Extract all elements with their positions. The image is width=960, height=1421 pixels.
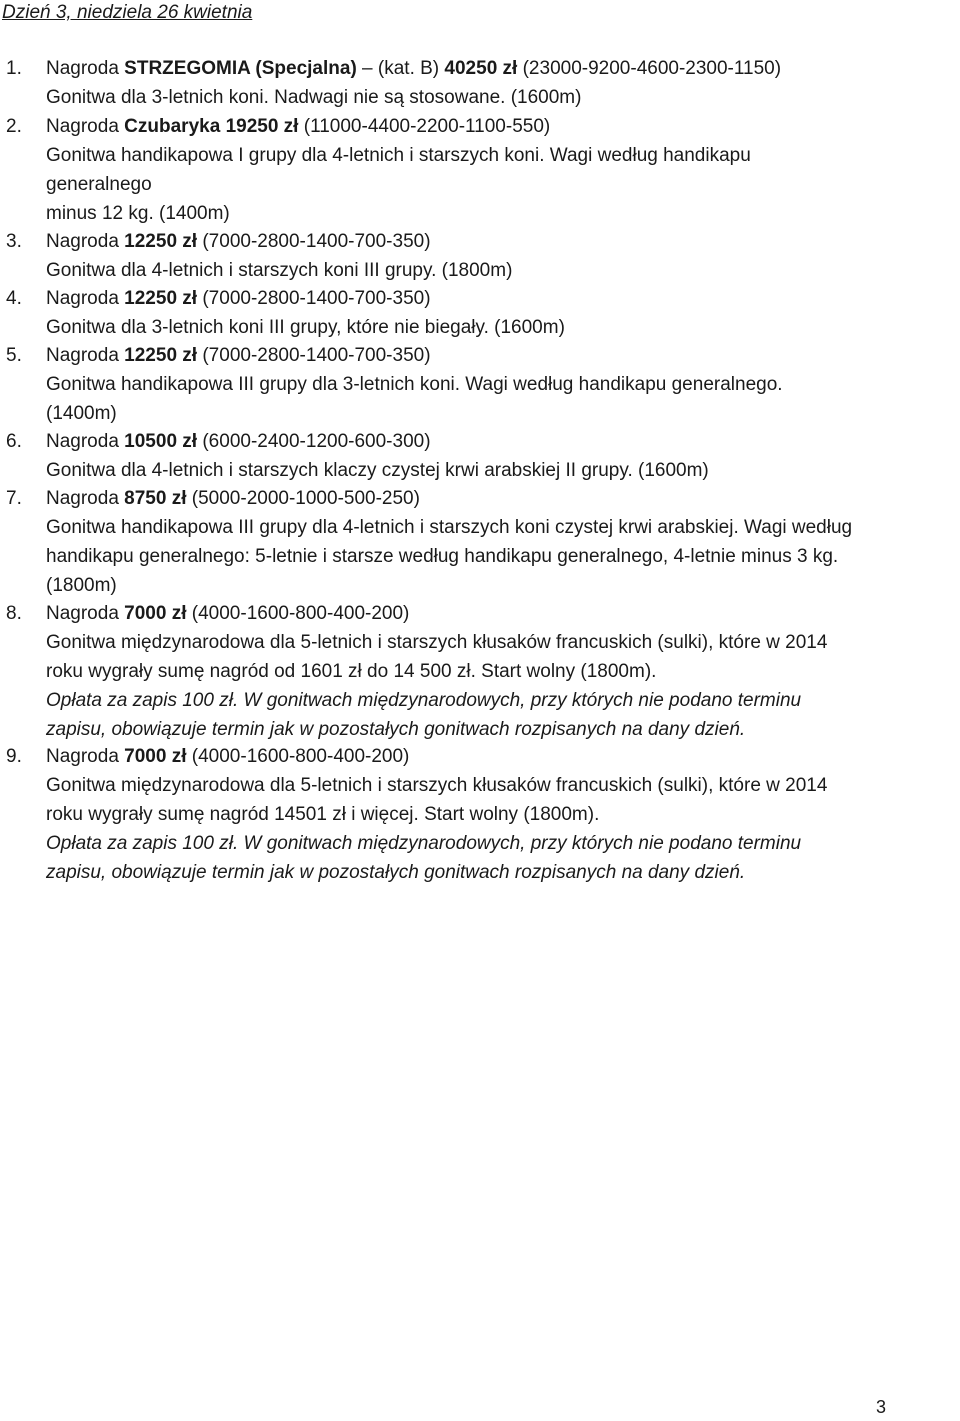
race-title: Nagroda 12250 zł (7000-2800-1400-700-350) <box>46 231 431 252</box>
race-item <box>0 227 958 285</box>
race-item <box>0 599 958 744</box>
race-description: minus 12 kg. (1400m) <box>46 203 230 224</box>
race-description: Gonitwa handikapowa I grupy dla 4-letnich i starszych koni. Wagi według handikapu <box>46 145 751 166</box>
race-number: 2. <box>6 116 22 137</box>
race-description: generalnego <box>46 174 152 195</box>
race-item <box>0 341 958 428</box>
race-description: (1800m) <box>46 575 117 596</box>
race-title: Nagroda 12250 zł (7000-2800-1400-700-350) <box>46 288 431 309</box>
race-number: 6. <box>6 431 22 452</box>
race-item <box>0 484 958 600</box>
race-note: zapisu, obowiązuje termin jak w pozostałych gonitwach rozpisanych na dany dzień. <box>46 862 746 883</box>
race-title: Nagroda STRZEGOMIA (Specjalna) – (kat. B) 40250 zł (23000-9200-4600-2300-1150) <box>46 58 782 79</box>
race-description: roku wygrały sumę nagród 14501 zł i więcej. Start wolny (1800m). <box>46 804 600 825</box>
race-number: 5. <box>6 345 22 366</box>
race-note: zapisu, obowiązuje termin jak w pozostałych gonitwach rozpisanych na dany dzień. <box>46 719 746 740</box>
race-item <box>0 742 958 887</box>
race-description: Gonitwa dla 4-letnich i starszych koni III grupy. (1800m) <box>46 260 513 281</box>
race-description: Gonitwa międzynarodowa dla 5-letnich i starszych kłusaków francuskich (sulki), które w 2014 <box>46 632 828 653</box>
race-number: 3. <box>6 231 22 252</box>
race-description: roku wygrały sumę nagród od 1601 zł do 14 500 zł. Start wolny (1800m). <box>46 661 657 682</box>
page-number: 3 <box>876 1397 887 1417</box>
race-item <box>0 112 958 228</box>
race-description: Gonitwa dla 4-letnich i starszych klaczy czystej krwi arabskiej II grupy. (1600m) <box>46 460 709 481</box>
race-item <box>0 427 958 485</box>
race-number: 7. <box>6 488 22 509</box>
race-title: Nagroda 7000 zł (4000-1600-800-400-200) <box>46 746 410 767</box>
race-number: 4. <box>6 288 22 309</box>
race-description: Gonitwa dla 3-letnich koni. Nadwagi nie są stosowane. (1600m) <box>46 87 582 108</box>
race-number: 9. <box>6 746 22 767</box>
race-note: Opłata za zapis 100 zł. W gonitwach międzynarodowych, przy których nie podano terminu <box>46 690 802 711</box>
race-number: 8. <box>6 603 22 624</box>
race-item <box>0 284 958 342</box>
race-description: Gonitwa handikapowa III grupy dla 3-letnich koni. Wagi według handikapu generalnego. <box>46 374 783 395</box>
race-title: Nagroda Czubaryka 19250 zł (11000-4400-2200-1100-550) <box>46 116 551 137</box>
race-description: Gonitwa międzynarodowa dla 5-letnich i starszych kłusaków francuskich (sulki), które w 2014 <box>46 775 828 796</box>
race-number: 1. <box>6 58 22 79</box>
race-description: handikapu generalnego: 5-letnie i starsze według handikapu generalnego, 4-letnie minus 3 kg. <box>46 546 839 567</box>
race-title: Nagroda 7000 zł (4000-1600-800-400-200) <box>46 603 410 624</box>
race-title: Nagroda 12250 zł (7000-2800-1400-700-350) <box>46 345 431 366</box>
day-heading: Dzień 3, niedziela 26 kwietnia <box>2 2 253 23</box>
race-item <box>0 54 958 112</box>
race-note: Opłata za zapis 100 zł. W gonitwach międzynarodowych, przy których nie podano terminu <box>46 833 802 854</box>
race-title: Nagroda 8750 zł (5000-2000-1000-500-250) <box>46 488 420 509</box>
race-description: Gonitwa handikapowa III grupy dla 4-letnich i starszych koni czystej krwi arabskiej. Wagi według <box>46 517 853 538</box>
race-title: Nagroda 10500 zł (6000-2400-1200-600-300) <box>46 431 431 452</box>
race-description: Gonitwa dla 3-letnich koni III grupy, które nie biegały. (1600m) <box>46 317 565 338</box>
race-description: (1400m) <box>46 403 117 424</box>
